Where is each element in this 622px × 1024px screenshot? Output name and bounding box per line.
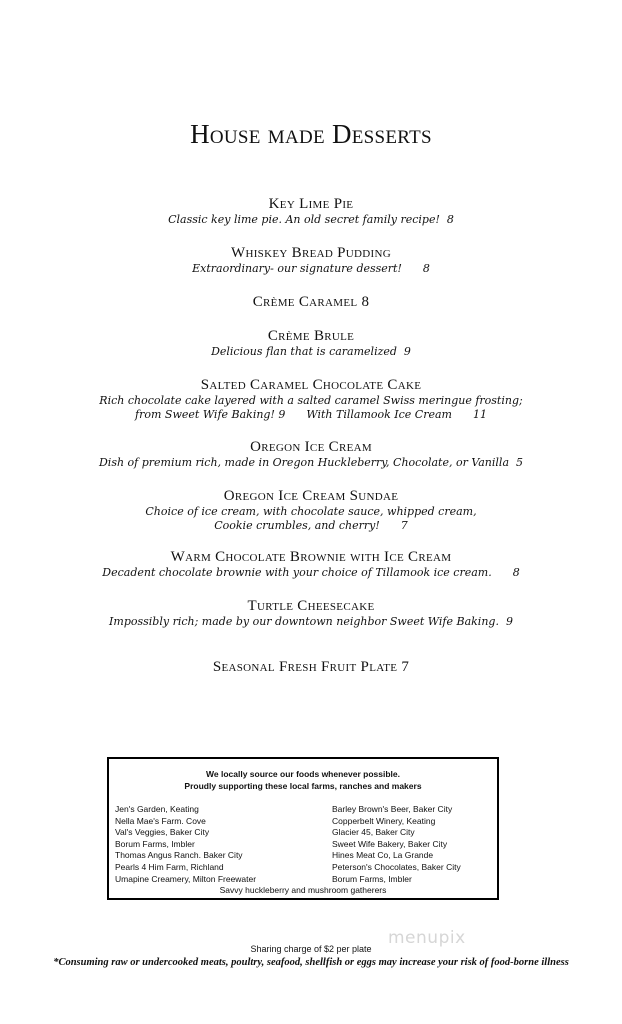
- food-safety-disclaimer: *Consuming raw or undercooked meats, poultry, seafood, shellfish or eggs may increase your risk of food-borne illness: [53, 957, 569, 968]
- menu-item-key-lime-pie: [0, 196, 622, 227]
- item-name: Oregon Ice Cream Sundae: [223, 488, 399, 504]
- item-description: Classic key lime pie. An old secret family recipe! 8: [168, 213, 454, 226]
- watermark-logo: menupix: [388, 928, 466, 948]
- supplier-column-right: [332, 804, 461, 885]
- item-name: Turtle Cheesecake: [247, 598, 375, 614]
- local-sourcing-box: [107, 757, 499, 900]
- menu-item-oregon-ice-cream: [0, 439, 622, 470]
- supplier-item: Umapine Creamery, Milton Freewater: [115, 873, 257, 884]
- item-name: Seasonal Fresh Fruit Plate 7: [212, 659, 410, 675]
- page-title: House made Desserts: [190, 119, 432, 149]
- menu-item-oregon-ice-cream-sundae: [0, 488, 622, 533]
- menu-item-creme-caramel: [0, 294, 622, 311]
- menu-item-turtle-cheesecake: [0, 598, 622, 629]
- sourcing-heading-line: We locally source our foods whenever possible.: [206, 769, 400, 779]
- item-description: Delicious flan that is caramelized 9: [211, 345, 411, 358]
- menu-item-creme-brule: [0, 328, 622, 359]
- supplier-item: Copperbelt Winery, Keating: [332, 815, 436, 826]
- supplier-item: Peterson's Chocolates, Baker City: [332, 861, 461, 872]
- supplier-item: Barley Brown's Beer, Baker City: [332, 804, 453, 814]
- supplier-item: Pearls 4 Him Farm, Richland: [115, 861, 224, 872]
- supplier-item: Jen's Garden, Keating: [115, 804, 199, 814]
- menu-item-warm-chocolate-brownie: [0, 549, 622, 580]
- item-name: Salted Caramel Chocolate Cake: [200, 377, 422, 393]
- menu-item-whiskey-bread-pudding: [0, 245, 622, 276]
- sourcing-heading-line: Proudly supporting these local farms, ranches and makers: [184, 780, 422, 791]
- sharing-charge-note: Sharing charge of $2 per plate: [250, 944, 372, 954]
- item-name: Key Lime Pie: [268, 196, 354, 212]
- item-description: Decadent chocolate brownie with your choice of Tillamook ice cream. 8: [102, 566, 520, 579]
- sourcing-heading: [109, 769, 497, 792]
- item-description: Extraordinary- our signature dessert! 8: [192, 262, 430, 275]
- item-name: Warm Chocolate Brownie with Ice Cream: [170, 549, 452, 565]
- item-description: Cookie crumbles, and cherry! 7: [214, 519, 408, 532]
- supplier-item: Borum Farms, Imbler: [115, 838, 195, 849]
- item-name: Crème Brule: [267, 328, 355, 344]
- item-description: Rich chocolate cake layered with a salted caramel Swiss meringue frosting;: [99, 394, 523, 407]
- menu-item-salted-caramel-chocolate-cake: [0, 377, 622, 422]
- supplier-item: Nella Mae's Farm. Cove: [115, 815, 206, 826]
- item-name: Crème Caramel 8: [252, 294, 370, 310]
- item-description: Impossibly rich; made by our downtown neighbor Sweet Wife Baking. 9: [109, 615, 513, 628]
- supplier-item: Sweet Wife Bakery, Baker City: [332, 838, 448, 849]
- item-description: from Sweet Wife Baking! 9 With Tillamook Ice Cream 11: [135, 408, 487, 421]
- supplier-item: Thomas Angus Ranch. Baker City: [115, 850, 243, 861]
- item-name: Oregon Ice Cream: [250, 439, 372, 455]
- item-description: Dish of premium rich, made in Oregon Huckleberry, Chocolate, or Vanilla 5: [98, 456, 523, 469]
- supplier-column-left: [115, 804, 256, 885]
- supplier-item: Val's Veggies, Baker City: [115, 827, 210, 838]
- supplier-item: Glacier 45, Baker City: [332, 827, 415, 838]
- item-name: Whiskey Bread Pudding: [231, 245, 391, 261]
- item-description: Choice of ice cream, with chocolate sauce, whipped cream,: [145, 505, 477, 518]
- supplier-item: Hines Meat Co, La Grande: [332, 850, 434, 861]
- sourcing-footer: Savvy huckleberry and mushroom gatherers: [219, 885, 387, 895]
- supplier-item: Borum Farms, Imbler: [332, 873, 412, 884]
- menu-item-seasonal-fruit-plate: [0, 659, 622, 676]
